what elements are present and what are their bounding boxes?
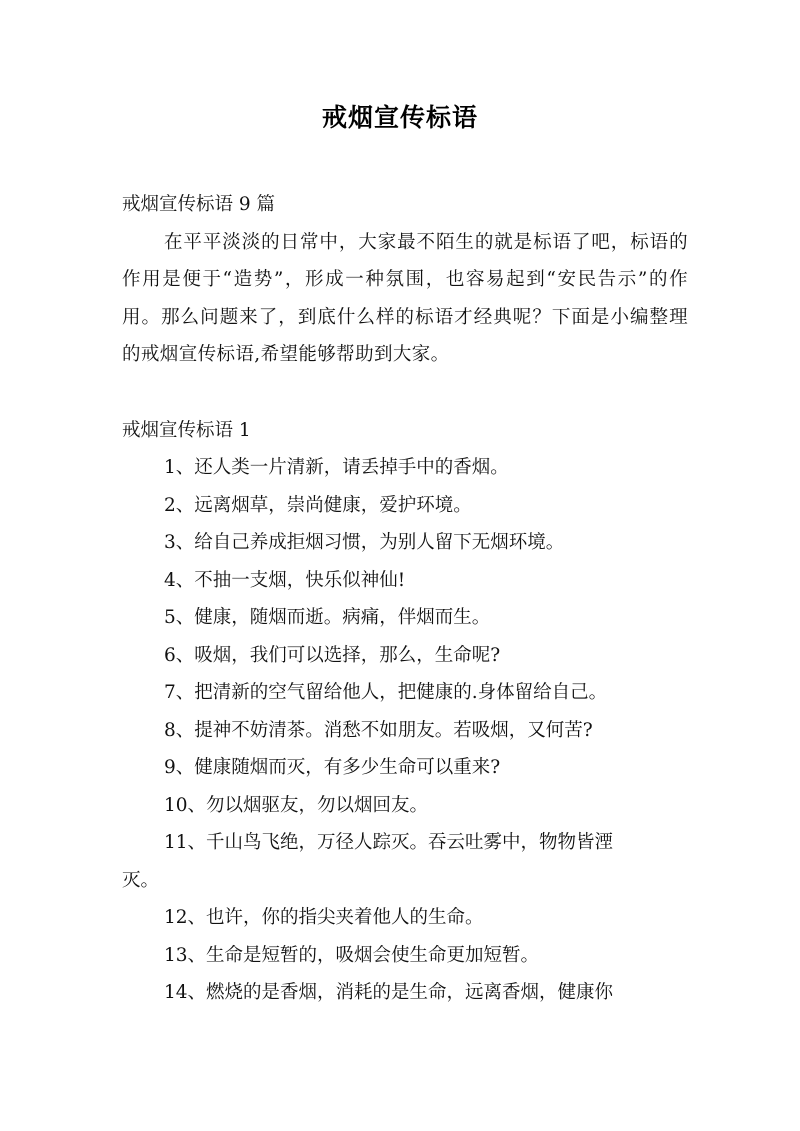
slogan-item: 12、也许，你的指尖夹着他人的生命。 <box>164 907 484 928</box>
slogan-item: 6、吸烟，我们可以选择，那么，生命呢? <box>164 644 501 666</box>
slogan-item: 3、给自己养成拒烟习惯，为别人留下无烟环境。 <box>164 532 565 553</box>
slogan-item: 13、生命是短暂的，吸烟会使生命更加短暂。 <box>164 944 540 966</box>
slogan-item: 11、千山鸟飞绝，万径人踪灭。吞云吐雾中，物物皆湮 <box>164 832 614 853</box>
slogan-item: 4、不抽一支烟，快乐似神仙! <box>164 569 406 591</box>
slogan-item: 7、把清新的空气留给他人，把健康的.身体留给自己。 <box>164 682 608 703</box>
slogan-item: 5、健康，随烟而逝。病痛，伴烟而生。 <box>164 607 491 628</box>
paragraph-gap <box>122 374 688 412</box>
document-title: 戒烟宣传标语 <box>321 103 478 132</box>
slogan-item-continuation: 灭。 <box>122 869 160 891</box>
document-subtitle: 戒烟宣传标语 9 篇 <box>122 194 276 215</box>
slogan-item: 8、提神不妨清茶。消愁不如朋友。若吸烟，又何苦? <box>164 719 593 741</box>
slogan-item: 1、还人类一片清新，请丢掉手中的香烟。 <box>164 457 509 478</box>
document-body <box>122 186 688 1012</box>
section-heading: 戒烟宣传标语 1 <box>122 419 251 441</box>
slogan-item: 2、远离烟草，崇尚健康，爱护环境。 <box>164 494 472 516</box>
slogan-item: 9、健康随烟而灭，有多少生命可以重来? <box>164 757 501 778</box>
slogan-item: 14、燃烧的是香烟，消耗的是生命，远离香烟，健康你 <box>164 982 614 1003</box>
intro-paragraph: 在平平淡淡的日常中，大家最不陌生的就是标语了吧，标语的作用是便于“造势”，形成一种氛围，也容易起到“安民告示”的作用。那么问题来了，到底什么样的标语才经典呢？下面是小编整理的戒烟宣传标语,希望能够帮助到大家。 <box>122 231 688 365</box>
slogan-item: 10、勿以烟驱友，勿以烟回友。 <box>164 794 429 816</box>
